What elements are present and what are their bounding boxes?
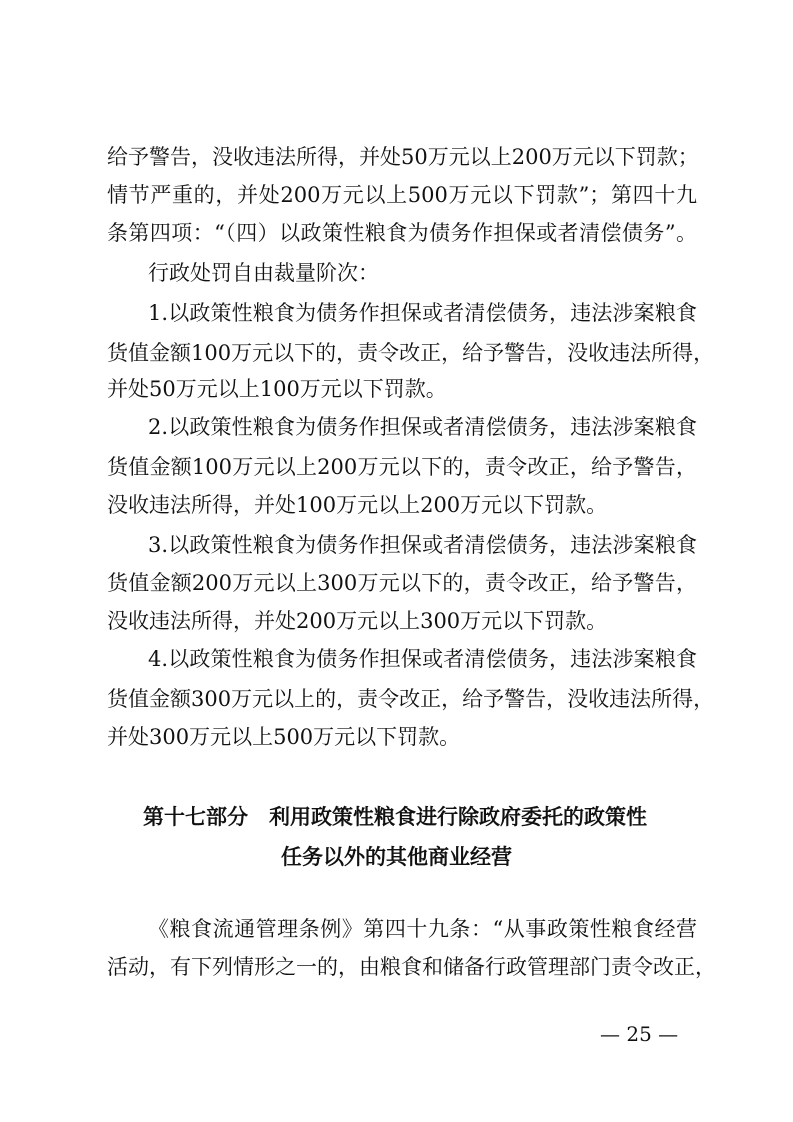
body-text-line: 3.以政策性粮食为债务作担保或者清偿债务，违法涉案粮食	[148, 533, 697, 557]
body-text-line: 并处50万元以上100万元以下罚款。	[107, 377, 447, 401]
section-heading-line-1: 第十七部分 利用政策性粮食进行除政府委托的政策性	[143, 805, 647, 829]
body-text-line: 条第四项：“（四）以政策性粮食为债务作担保或者清偿债务”。	[107, 221, 697, 245]
body-text-line: 2.以政策性粮食为债务作担保或者清偿债务，违法涉案粮食	[148, 415, 697, 439]
body-text-line: 1.以政策性粮食为债务作担保或者清偿债务，违法涉案粮食	[148, 301, 697, 325]
body-text-line: 《粮食流通管理条例》第四十九条：“从事政策性粮食经营	[148, 917, 697, 941]
body-text-line: 情节严重的，并处200万元以上500万元以下罚款”；第四十九	[107, 183, 697, 207]
body-text-line: 货值金额300万元以上的，责令改正，给予警告，没收违法所得，	[107, 687, 715, 711]
body-text-line: 并处300万元以上500万元以下罚款。	[107, 725, 461, 749]
body-text-line: 没收违法所得，并处100万元以上200万元以下罚款。	[107, 493, 608, 517]
body-text-line: 没收违法所得，并处200万元以上300万元以下罚款。	[107, 609, 608, 633]
body-text-line: 活动，有下列情形之一的，由粮食和储备行政管理部门责令改正，	[107, 955, 716, 979]
body-text-line: 货值金额200万元以上300万元以下的，责令改正，给予警告，	[107, 571, 697, 595]
body-text-line: 给予警告，没收违法所得，并处50万元以上200万元以下罚款；	[107, 145, 699, 169]
body-text-line: 4.以政策性粮食为债务作担保或者清偿债务，违法涉案粮食	[148, 647, 697, 671]
section-heading-line-2: 任务以外的其他商业经营	[281, 845, 512, 869]
page-number: — 25 —	[600, 1022, 679, 1046]
body-text-line: 货值金额100万元以下的，责令改正，给予警告，没收违法所得，	[107, 341, 715, 365]
body-text-line: 货值金额100万元以上200万元以下的，责令改正，给予警告，	[107, 455, 697, 479]
body-text-line: 行政处罚自由裁量阶次：	[148, 261, 379, 285]
